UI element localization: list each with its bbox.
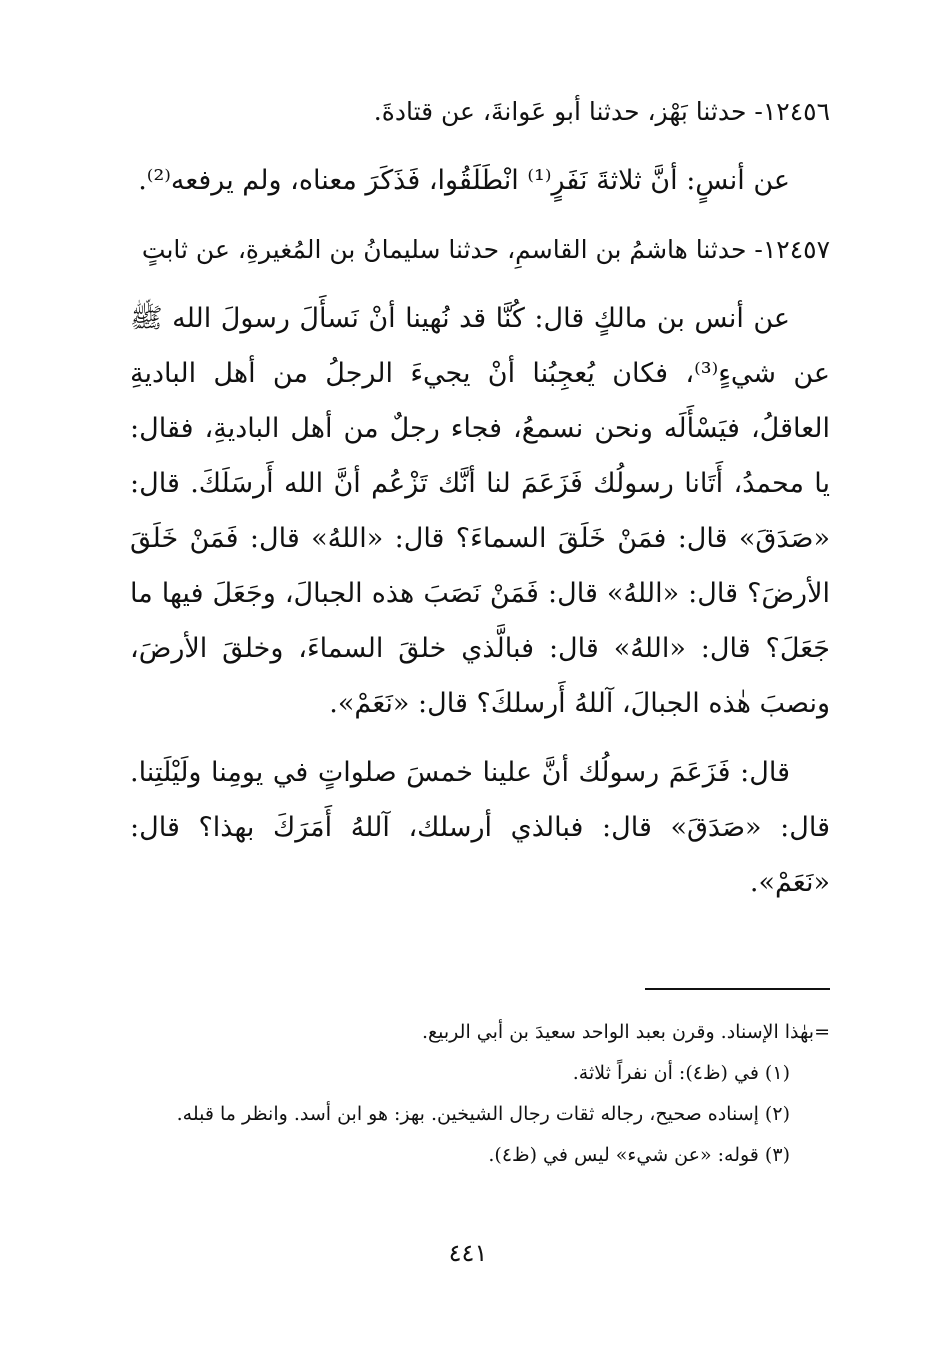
hadith-12457-matn-continued: قال: فَزَعَمَ رسولُك أنَّ علينا خمسَ صلواتٍ في يومِنا ولَيْلَتِنا. قال: «صَدَقَ» قال: فبالذي أرسلك، آللهُ أَمَرَكَ بهذا؟ قال: «نَعَمْ». [130,757,830,898]
hadith-12456-isnad: ١٢٤٥٦- حدثنا بَهْز، حدثنا أبو عَوانةَ، عن قتادةَ. [373,97,830,126]
footnote-separator [645,988,830,990]
footnote-continuation: =بهٰذا الإسناد. وقرن بعبد الواحد سعيدَ بن أبي الربيع. [422,1021,830,1043]
footnotes [130,1012,830,1176]
hadith-12457-isnad: ١٢٤٥٧- حدثنا هاشمُ بن القاسمِ، حدثنا سليمانُ بن المُغيرةِ، عن ثابتٍ [141,235,830,264]
hadith-12456-matn: عن أنسٍ: أنَّ ثلاثةَ نَفَرٍ⁽¹⁾ انْطَلَقُوا، فَذَكَرَ معناه، ولم يرفعه⁽²⁾. [138,165,790,196]
footnote-3: (٣) قوله: «عن شيء» ليس في (ظ٤). [488,1144,790,1166]
footnote-2: (٢) إسناده صحيح، رجاله ثقات رجال الشيخين. بهز: هو ابن أسد. وانظر ما قبله. [176,1103,790,1125]
hadith-12457-matn: عن أنس بن مالكٍ قال: كُنَّا قد نُهينا أنْ نَسأَلَ رسولَ الله ﷺ عن شيءٍ⁽³⁾، فكان يُعجِبُنا أنْ يجيءَ الرجلُ من أهل الباديةِ العاقلُ، فيَسْأَلَه ونحن نسمعُ، فجاء رجلٌ من أهل الباديةِ، فقال: يا محمدُ، أَتَانا رسولُك فَزَعَمَ لنا أنَّك تَزْعُم أنَّ الله أَرسَلَكَ. قال: «صَدَقَ» قال: فمَنْ خَلَقَ السماءَ؟ قال: «اللهُ» قال: فَمَنْ خَلَقَ الأرضَ؟ قال: «اللهُ» قال: فَمَنْ نَصَبَ هذه الجبالَ، وجَعَلَ فيها ما جَعَلَ؟ قال: «اللهُ» قال: فبالَّذي خلقَ السماءَ، وخلقَ الأرضَ، ونصبَ هٰذه الجبالَ، آللهُ أَرسلكَ؟ قال: «نَعَمْ». [130,303,830,719]
main-text [130,84,830,910]
page-number: ٤٤١ [448,1239,488,1267]
footnote-1: (١) في (ظ٤): أن نفراً ثلاثة. [572,1062,790,1084]
